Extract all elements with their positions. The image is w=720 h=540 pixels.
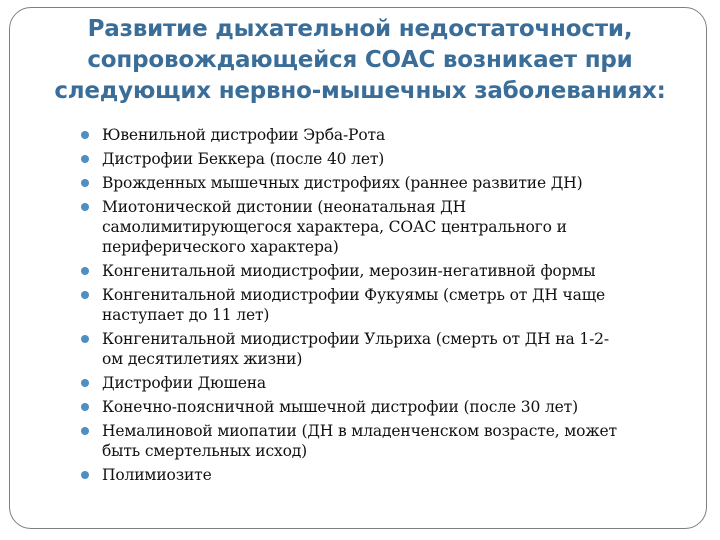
list-item-line: Конечно-поясничной мышечной дистрофии (после 30 лет) [102,398,579,416]
list-item [102,373,692,393]
list-item [102,329,692,369]
list-item [102,125,692,145]
bullet-icon [81,179,89,187]
list-item-text [102,261,692,281]
bullet-icon [81,403,89,411]
list-item [102,465,692,485]
list-item-line: Конгенитальной миодистрофии Ульриха (смерть от ДН на 1-2- [102,330,609,348]
title-line: следующих нервно-мышечных заболеваниях: [54,78,666,104]
title-line: Развитие дыхательной недостаточности, [87,16,633,42]
list-item-line: Миотонической дистонии (неонатальная ДН [102,198,466,216]
list-item-text [102,397,692,417]
list-item-line: Немалиновой миопатии (ДН в младенченском возрасте, может [102,422,617,440]
list-item [102,285,692,325]
list-item-text [102,465,692,485]
bullet-icon [81,427,89,435]
list-item-text [102,125,692,145]
list-item-text [102,173,692,193]
list-item-line: Ювенильной дистрофии Эрба-Рота [102,126,386,144]
list-item-line: Дистрофии Дюшена [102,374,267,392]
slide-title [40,14,680,107]
bullet-icon [81,379,89,387]
list-item-text [102,197,692,257]
bullet-list [102,125,692,489]
bullet-icon [81,291,89,299]
list-item [102,197,692,257]
bullet-icon [81,131,89,139]
list-item-text [102,149,692,169]
list-item-line: быть смертельных исход) [102,442,308,460]
list-item-line: периферического характера) [102,238,339,256]
list-item-line: Конгенитальной миодистрофии Фукуямы (сметрь от ДН чаще [102,286,606,304]
bullet-icon [81,155,89,163]
list-item [102,173,692,193]
list-item-line: ом десятилетиях жизни) [102,350,303,368]
list-item-line: Полимиозите [102,466,212,484]
list-item-text [102,373,692,393]
bullet-icon [81,335,89,343]
bullet-icon [81,471,89,479]
list-item [102,149,692,169]
list-item [102,397,692,417]
list-item-text [102,285,692,325]
list-item-line: Дистрофии Беккера (после 40 лет) [102,150,385,168]
title-line: сопровождающейся СОАС возникает при [87,47,633,73]
list-item [102,421,692,461]
list-item-line: самолимитирующегося характера, СОАС центрального и [102,218,567,236]
list-item-line: Врожденных мышечных дистрофиях (раннее развитие ДН) [102,174,583,192]
list-item-line: Конгенитальной миодистрофии, мерозин-негативной формы [102,262,596,280]
bullet-icon [81,203,89,211]
list-item-text [102,421,692,461]
list-item [102,261,692,281]
list-item-text [102,329,692,369]
list-item-line: наступает до 11 лет) [102,306,270,324]
bullet-icon [81,267,89,275]
